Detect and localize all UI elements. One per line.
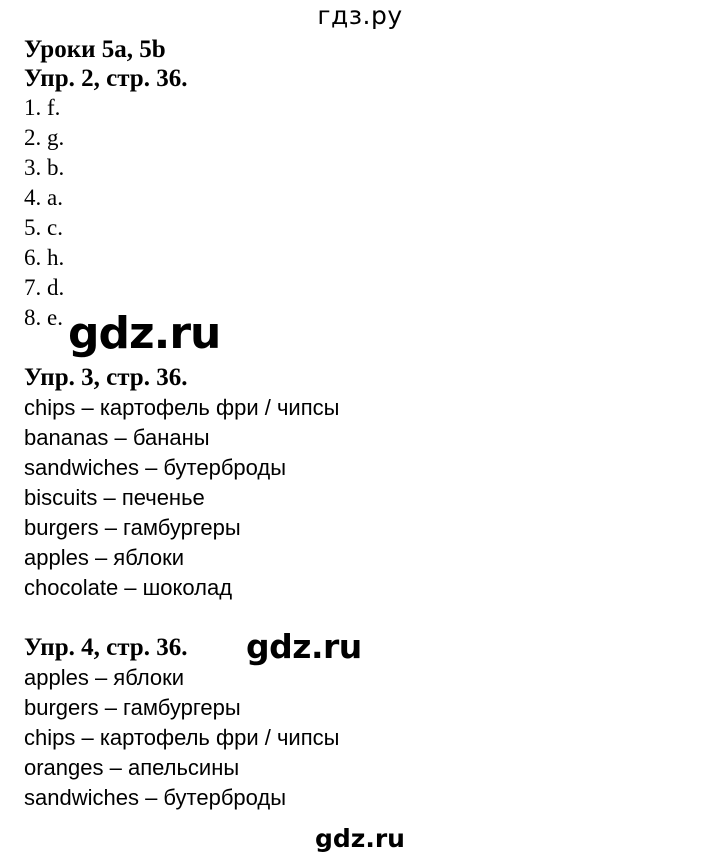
exercise-3-title: Упр. 3, стр. 36. [24,364,188,391]
exercise-2-answer: 1. f. [24,95,61,120]
exercise-3-line: burgers – гамбургеры [24,515,241,540]
exercise-4-line: sandwiches – бутерброды [24,785,287,810]
lessons-title: Уроки 5a, 5b [24,36,166,63]
exercise-2-answer: 7. d. [24,275,65,300]
watermark-large: gdz.ru [68,308,221,359]
watermark-footer [0,826,720,851]
exercise-2-answer: 8. e. [24,305,63,330]
exercise-4-line: oranges – апельсины [24,755,240,780]
exercise-3-line: biscuits – печенье [24,485,205,510]
watermark-medium: gdz.ru [246,627,362,666]
exercise-2-answer: 6. h. [24,245,65,270]
exercise-3-line: sandwiches – бутерброды [24,455,287,480]
exercise-3-line: chocolate – шоколад [24,575,233,600]
watermark-footer-text: gdz.ru [315,824,405,853]
exercise-2-answer: 3. b. [24,155,65,180]
exercise-2-answer: 5. c. [24,215,63,240]
exercise-2-title: Упр. 2, стр. 36. [24,65,188,92]
exercise-4-title: Упр. 4, стр. 36. [24,634,188,661]
exercise-3-line: bananas – бананы [24,425,210,450]
exercise-3-line: apples – яблоки [24,545,185,570]
exercise-4-line: burgers – гамбургеры [24,695,241,720]
exercise-2-answer: 2. g. [24,125,65,150]
site-header: гдз.ру [317,1,403,30]
exercise-4-line: chips – картофель фри / чипсы [24,725,340,750]
exercise-2-answer: 4. a. [24,185,63,210]
exercise-3-line: chips – картофель фри / чипсы [24,395,340,420]
exercise-4-line: apples – яблоки [24,665,185,690]
